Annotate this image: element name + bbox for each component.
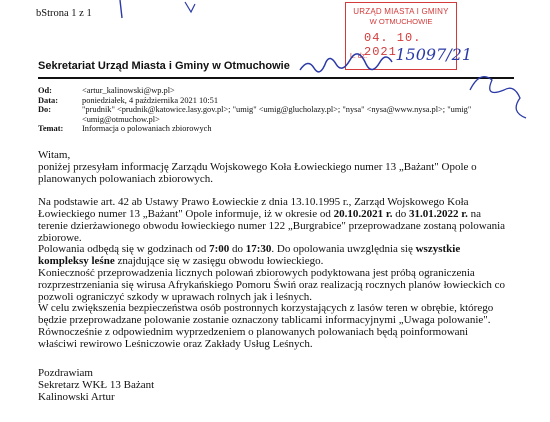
pen-mark-small: [185, 2, 195, 12]
stamp-line-2: W OTMUCHOWIE: [369, 17, 433, 26]
p1-mid: do: [392, 207, 409, 220]
header-row-from: [38, 86, 508, 96]
header-label: Od:: [38, 86, 52, 95]
p2-time-from: 7:00: [209, 243, 230, 256]
email-body: [38, 150, 508, 404]
p3-text: Konieczność przeprowadzenia licznych polowań zbiorowych podyktowana jest próbą ograniczenia rozprzestrzeniania się wirusa Afrykańskiego Pomoru Świń oraz realizacją rocznych planów łowieckich co pozwoli ograniczyć szkody w uprawach rolnych jak i leśnych.: [38, 266, 506, 303]
stamp-line-1: URZĄD MIASTA I GMINY: [353, 7, 449, 16]
page-header: bStrona 1 z 1: [36, 8, 92, 19]
p2-time-to: 17:30: [245, 243, 272, 256]
header-value: "prudnik" <prudnik@katowice.lasy.gov.pl>; "umig" <umig@glucholazy.pl>; "nysa" <nysa@www.nysa.pl>; "umig" <umig@otmuchow.pl>: [82, 105, 472, 124]
p1-text-a: Na podstawie art. 42 ab Ustawy Prawo Łowieckie z dnia 13.10.1995 r., Zarząd Wojskowego Koła Łowieckiego numer 13 „Bażant" Opole informuje, iż w okresie od: [38, 196, 469, 220]
p2-text-b: . Do opolowania uwzględnia się: [271, 243, 416, 256]
header-row-date: [38, 96, 508, 106]
p2-text-c: znajdujące się w zasięgu obwodu łowieckiego.: [114, 255, 324, 268]
email-headers: [38, 86, 508, 134]
handwritten-reference: 15097/21: [395, 45, 472, 64]
header-value: Informacja o polowaniach zbiorowych: [82, 124, 212, 134]
header-label: Data:: [38, 95, 59, 105]
p2-text-a: Polowania odbędą się w godzinach od: [38, 243, 210, 256]
header-value: poniedziałek, 4 października 2021 10:51: [82, 95, 219, 105]
p1-text-b: na terenie dzierżawionego obwodu łowieckiego numer 122 „Burgrabice" przeprowadzane zostaną polowania zbiorowe.: [38, 207, 506, 244]
header-row-subject: [38, 124, 508, 134]
stamp-date: 04. 10. 2021: [364, 31, 422, 59]
p4-text: W celu zwiększenia bezpieczeństwa osób postronnych korzystających z lasów teren w obrębie, którego będzie przeprowadzane polowanie zostanie oznaczony tablicami informacyjnymi „Uwaga polowanie". Równocześnie z odpowiednim wyprzedzeniem o planowanych polowaniach będą poinformowani właściwi rewirowo Leśniczowie oraz Zakłady Usług Leśnych.: [38, 302, 494, 350]
header-divider: [38, 77, 514, 79]
header-label: Temat:: [38, 124, 64, 134]
header-value: <artur_kalinowski@wp.pl>: [82, 86, 175, 95]
signature-line-1: Sekretarz WKŁ 13 Bażant: [38, 379, 155, 392]
p1-date-to: 31.01.2022 r.: [408, 207, 468, 220]
header-row-to: [38, 105, 508, 124]
p2-bold: wszystkie kompleksy leśne: [38, 243, 461, 268]
header-label: Do:: [38, 105, 52, 115]
p1-date-from: 20.10.2021 r.: [333, 207, 393, 220]
p2-mid: do: [229, 243, 246, 256]
intro-text: poniżej przesyłam informację Zarządu Wojskowego Koła Łowieckiego numer 13 „Bażant" Opole o planowanych polowaniach zbiorowych.: [38, 160, 477, 185]
stamp-ldz-label: L. dz.: [350, 53, 368, 60]
registry-stamp: [345, 2, 472, 70]
sender-name: Sekretariat Urząd Miasta i Gminy w Otmuchowie: [38, 60, 290, 72]
pen-mark-top: [120, 0, 122, 18]
signature-line-2: Kalinowski Artur: [38, 390, 115, 403]
main-paragraphs: [38, 197, 508, 350]
greeting: Witam,: [38, 149, 71, 161]
intro-paragraph: [38, 150, 508, 185]
closing: Pozdrawiam: [38, 367, 93, 380]
signature-block: [38, 357, 508, 404]
